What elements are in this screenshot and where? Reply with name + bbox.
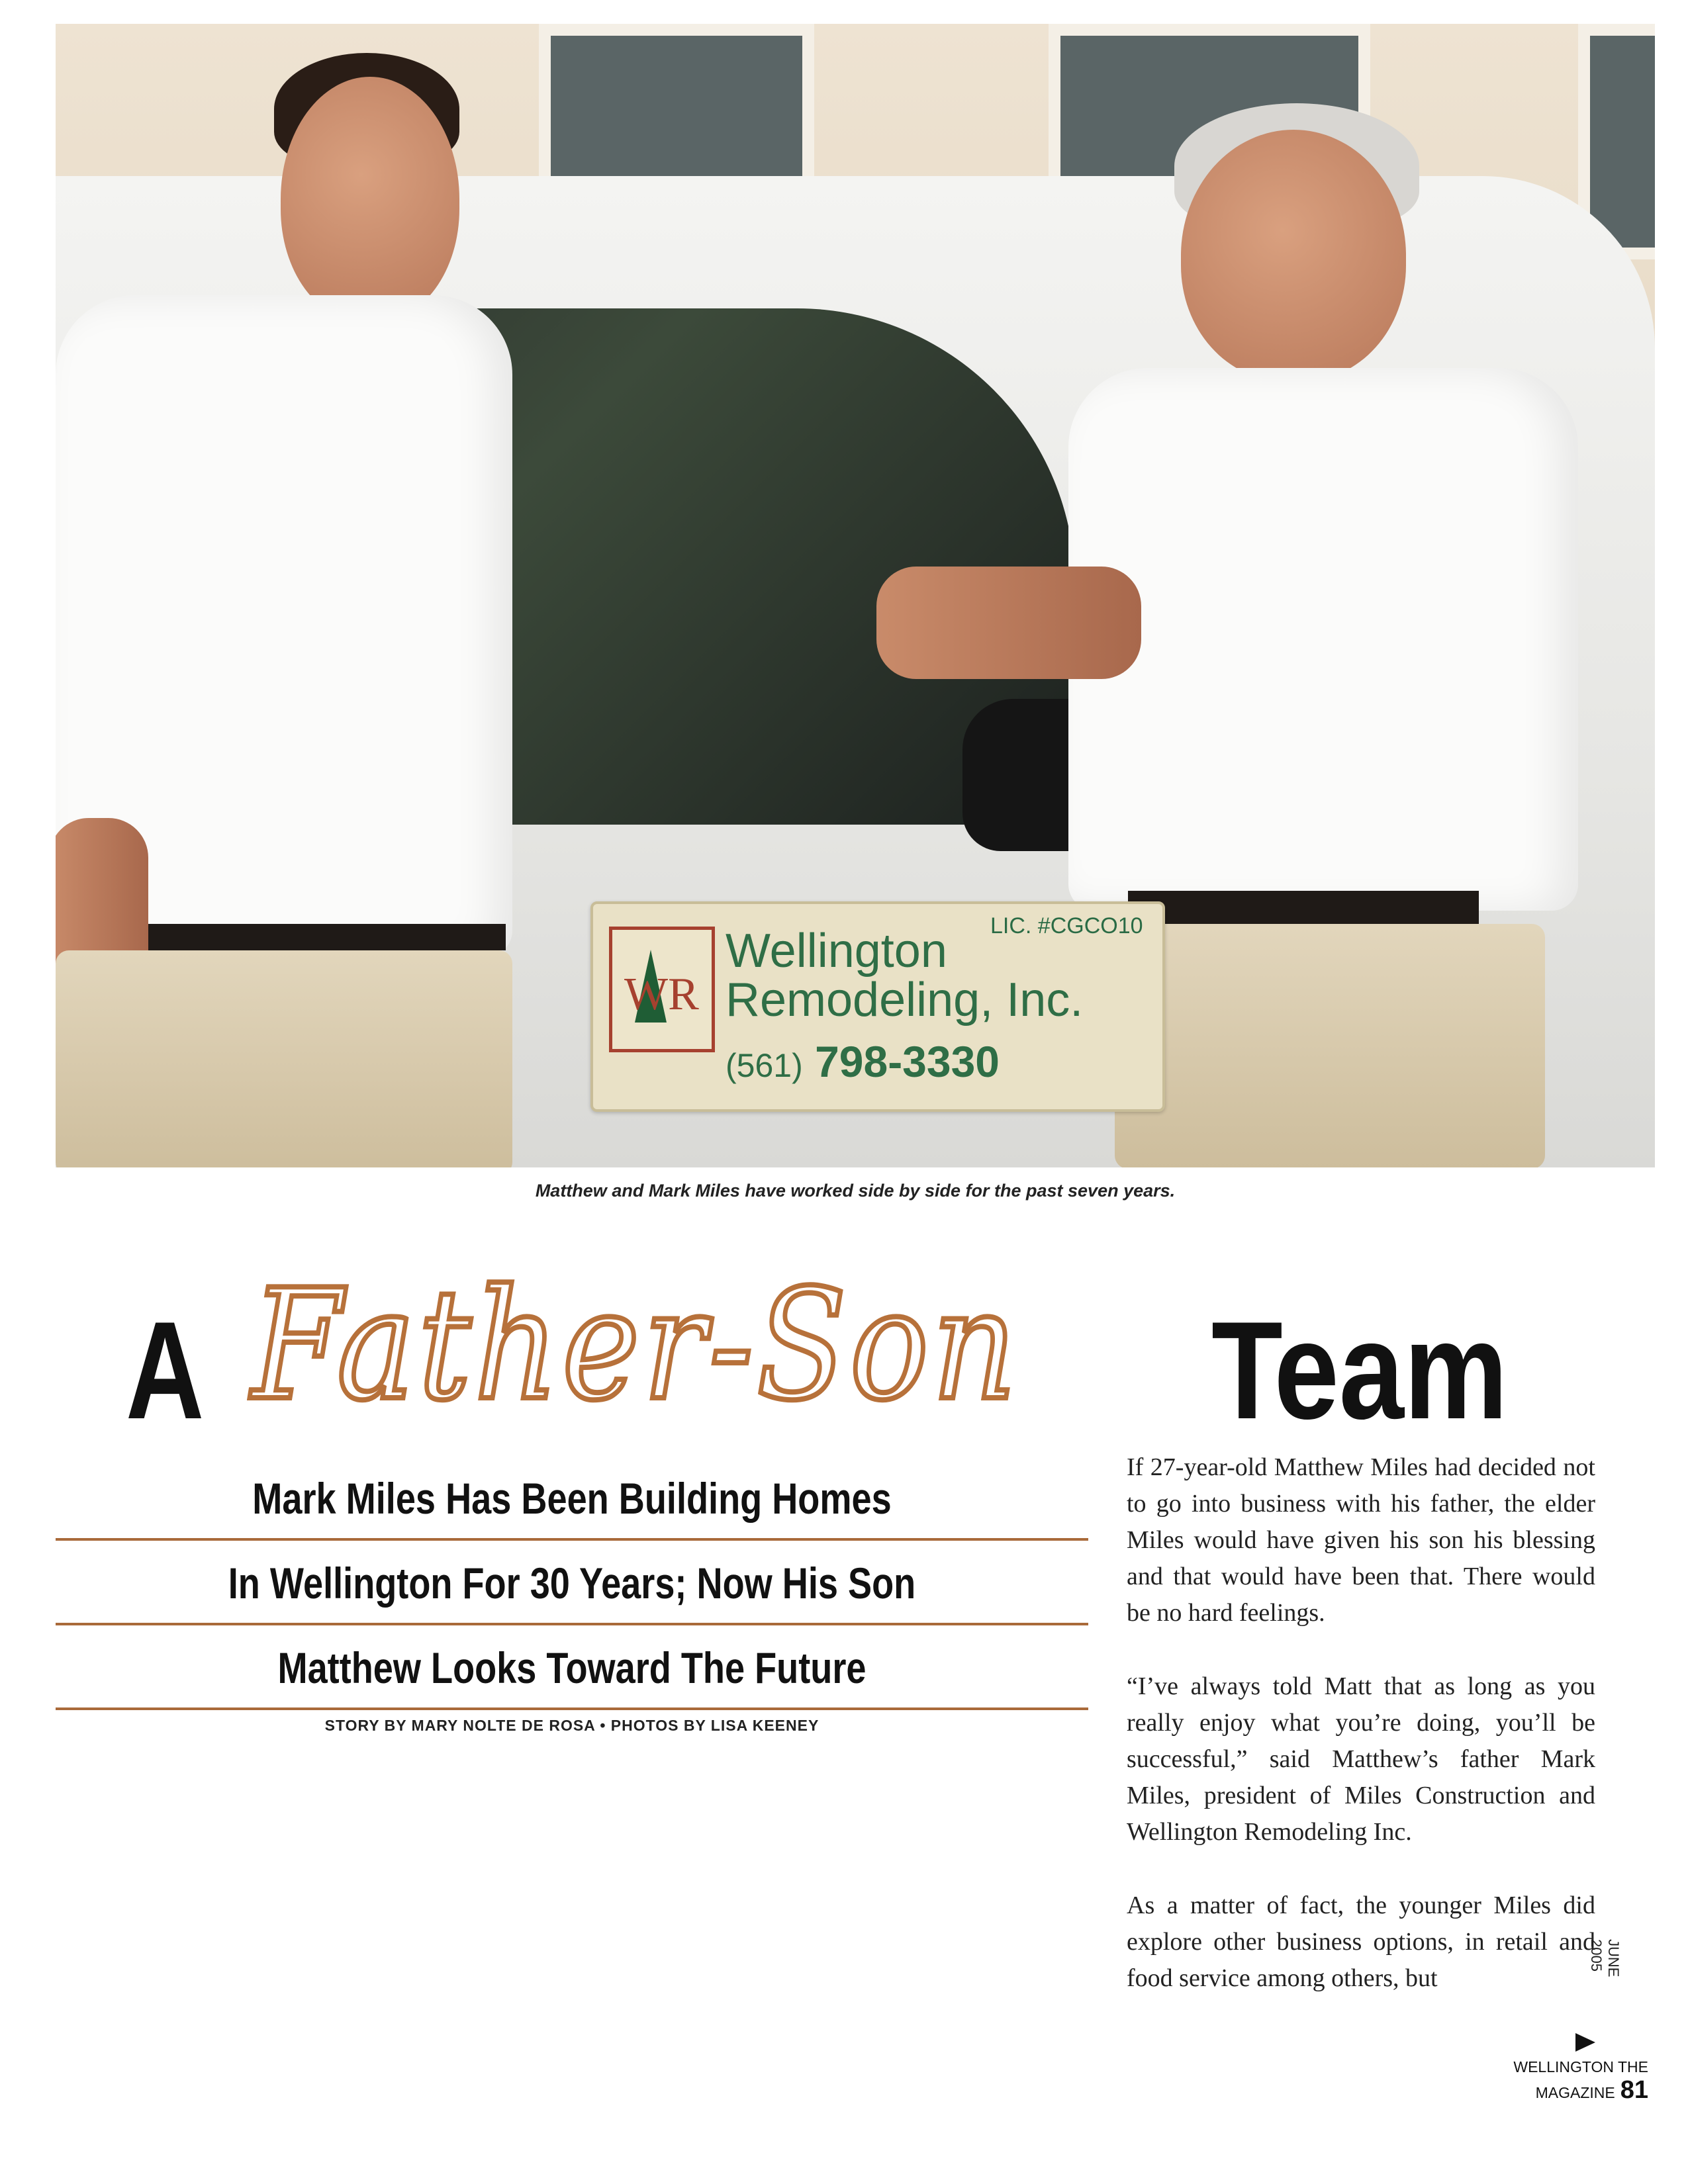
byline: STORY BY MARY NOLTE DE ROSA • PHOTOS BY LISA KEENEY: [324, 1717, 820, 1734]
subheadline-line: [56, 1541, 1088, 1625]
article-paragraph: As a matter of fact, the younger Miles did explore other business options, in retail and food service among others, but: [1127, 1891, 1595, 1992]
page-number: 81: [1620, 2076, 1648, 2104]
article-paragraph: If 27-year-old Matthew Miles had decided not to go into business with his father, the elder Miles would have given his son his blessing and that would have been that. There would be no hard feelings.: [1127, 1453, 1595, 1627]
company-phone: [726, 1036, 1000, 1087]
father-shirt: [1068, 368, 1578, 911]
subheadline: [56, 1456, 1088, 1710]
company-name-line1: Wellington: [726, 925, 947, 978]
article-body: [1127, 1449, 1595, 2034]
license-number: LIC. #CGCO10: [990, 913, 1143, 938]
son-head: [281, 77, 459, 322]
logo-letters: WR: [624, 969, 699, 1020]
subheadline-line: [56, 1456, 1088, 1541]
truck-door-sign: [590, 901, 1165, 1112]
father-pants: [1115, 924, 1545, 1167]
cover-photo: [56, 24, 1655, 1167]
son-pants: [56, 950, 512, 1167]
father-arm: [876, 567, 1141, 679]
magazine-name: WELLINGTON THE MAGAZINE: [1513, 2058, 1648, 2101]
headline: [126, 1244, 1609, 1448]
continue-arrow-icon: [1575, 2033, 1595, 2052]
issue-date: JUNE 2005: [1588, 1939, 1622, 1978]
headline-suffix: Team: [1211, 1293, 1508, 1448]
article-paragraph: “I’ve always told Matt that as long as you really enjoy what you’re doing, you’ll be successful,” said Matthew’s father Mark Miles, president of Miles Construction and Wellington Remodeling Inc.: [1127, 1672, 1595, 1846]
subheadline-line: [56, 1625, 1088, 1710]
headline-script: Father-Son: [252, 1257, 1020, 1434]
company-name-line2: Remodeling, Inc.: [726, 974, 1084, 1026]
phone-area-code: (561): [726, 1047, 803, 1084]
company-logo: [609, 927, 715, 1052]
page-footer: [1410, 2058, 1648, 2105]
headline-prefix: A: [126, 1293, 205, 1448]
subheadline-text: In Wellington For 30 Years; Now His Son: [228, 1559, 916, 1608]
subheadline-text: Mark Miles Has Been Building Homes: [252, 1474, 892, 1523]
subheadline-text: Matthew Looks Toward The Future: [277, 1643, 867, 1692]
photo-caption: Matthew and Mark Miles have worked side by side for the past seven years.: [535, 1181, 1176, 1201]
son-belt: [148, 924, 506, 950]
phone-number: 798-3330: [815, 1037, 1000, 1086]
father-head: [1181, 130, 1406, 381]
